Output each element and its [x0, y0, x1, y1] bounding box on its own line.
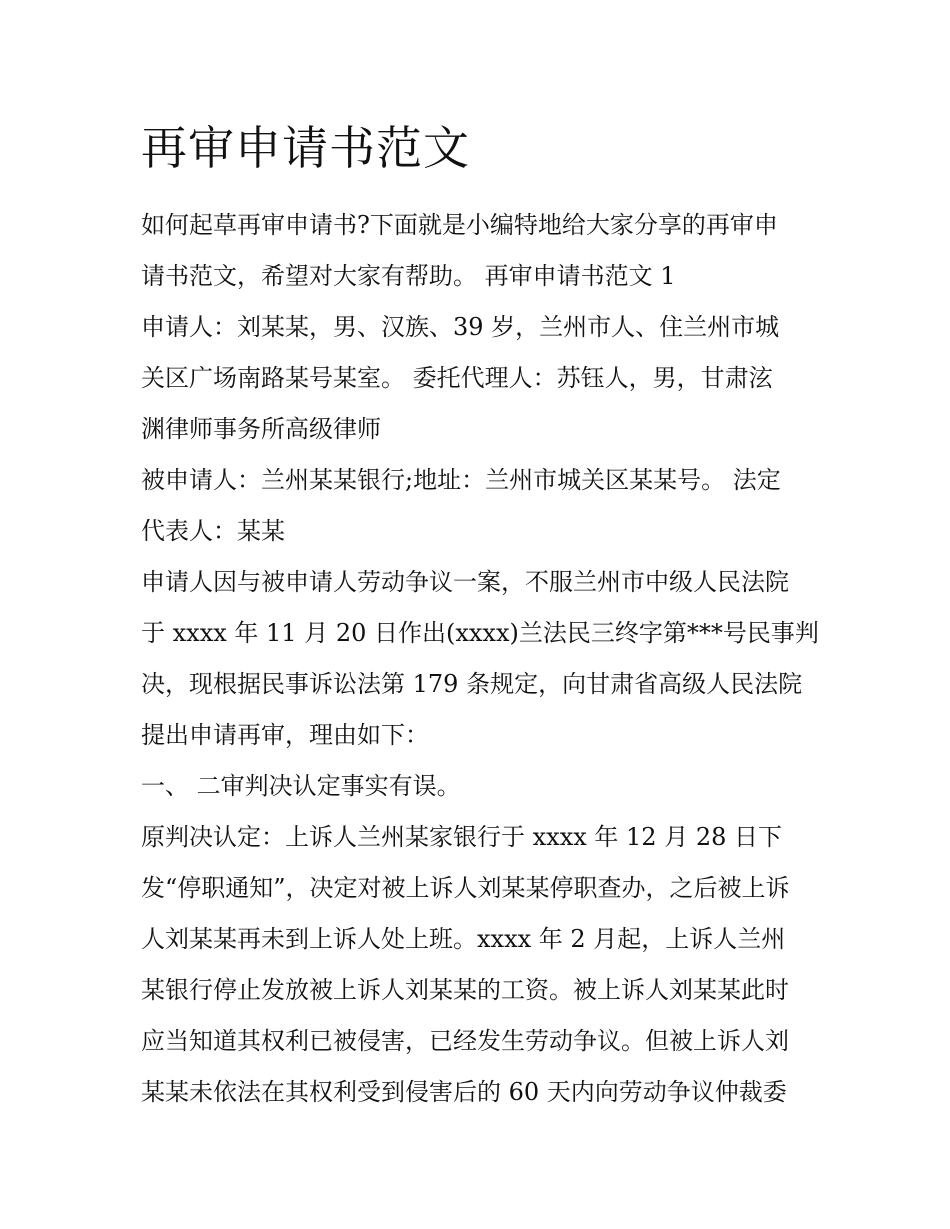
body-line: 被申请人：兰州某某银行;地址：兰州市城关区某某号。 法定 [141, 466, 781, 494]
body-line: 原判决认定：上诉人兰州某家银行于 xxxx 年 12 月 28 日下 [141, 823, 782, 851]
document-body [141, 200, 841, 1118]
body-line: 人刘某某再未到上诉人处上班。xxxx 年 2 月起，上诉人兰州 [141, 925, 786, 953]
body-line: 决，现根据民事诉讼法第 179 条规定，向甘肃省高级人民法院 [141, 670, 803, 698]
body-line: 一、 二审判决认定事实有误。 [141, 772, 461, 800]
body-line: 提出申请再审，理由如下： [141, 721, 429, 749]
body-line: 某银行停止发放被上诉人刘某某的工资。被上诉人刘某某此时 [141, 976, 789, 1004]
body-line: 代表人：某某 [141, 517, 285, 545]
body-line: 发“停职通知”，决定对被上诉人刘某某停职查办，之后被上诉 [141, 874, 790, 902]
body-line: 申请人：刘某某，男、汉族、39 岁，兰州市人、住兰州市城 [141, 313, 780, 341]
body-line: 渊律师事务所高级律师 [141, 415, 381, 443]
body-line: 于 xxxx 年 11 月 20 日作出(xxxx)兰法民三终字第***号民事判 [141, 619, 819, 647]
body-line: 如何起草再审申请书?下面就是小编特地给大家分享的再审申 [141, 211, 778, 239]
body-line: 申请人因与被申请人劳动争议一案，不服兰州市中级人民法院 [141, 568, 789, 596]
body-line: 请书范文，希望对大家有帮助。 再审申请书范文 1 [141, 262, 676, 290]
body-line: 某某未依法在其权利受到侵害后的 60 天内向劳动争议仲裁委 [141, 1078, 787, 1106]
body-line: 关区广场南路某号某室。 委托代理人：苏钰人，男，甘肃泫 [141, 364, 773, 392]
document-title: 再审申请书范文 [141, 121, 470, 175]
body-line: 应当知道其权利已被侵害，已经发生劳动争议。但被上诉人刘 [141, 1027, 789, 1055]
